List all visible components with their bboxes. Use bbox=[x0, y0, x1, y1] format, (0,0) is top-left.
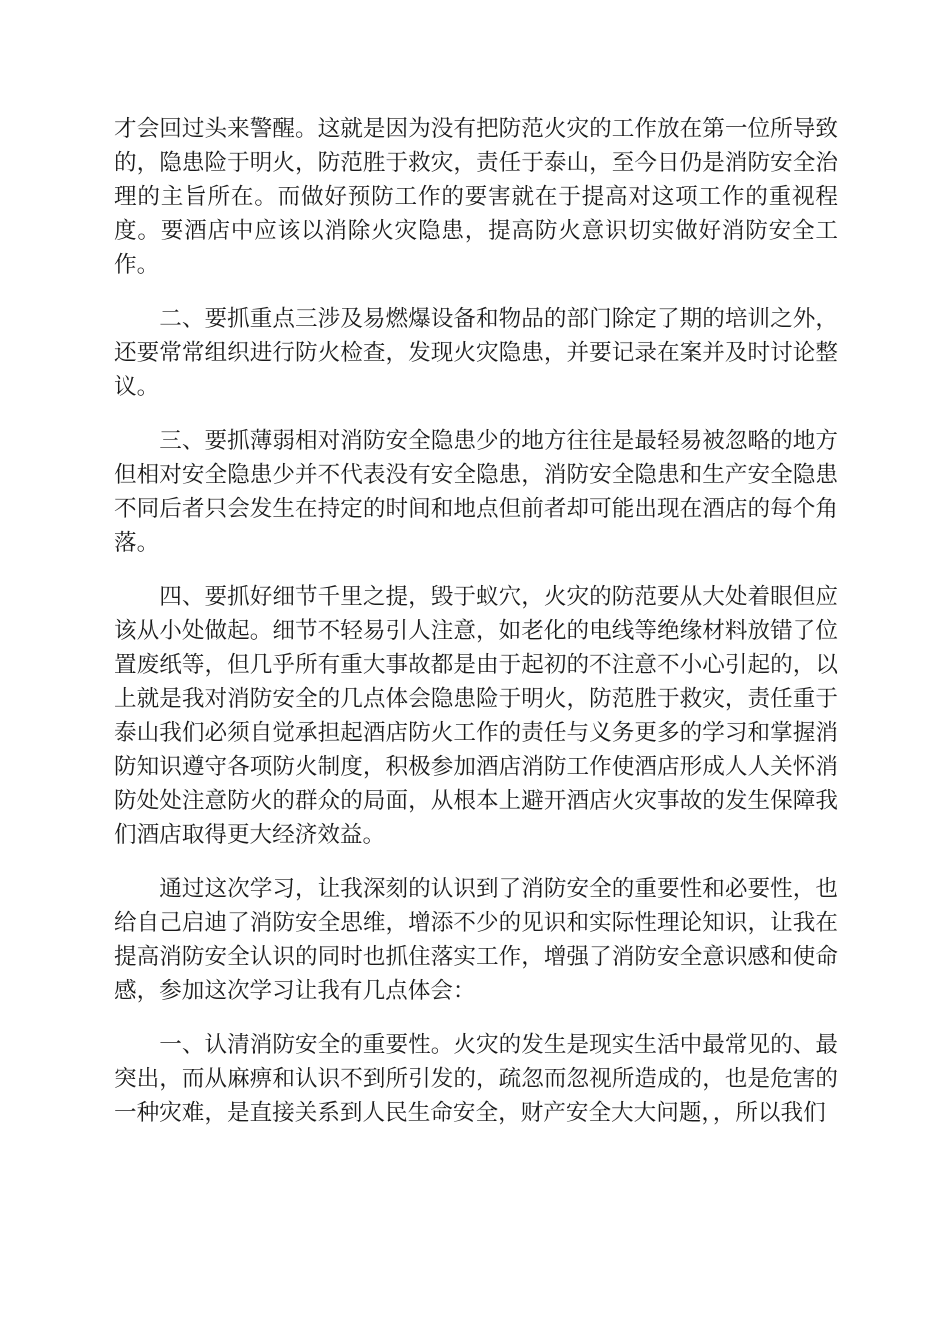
document-body bbox=[114, 112, 838, 1130]
paragraph-point-four: 四、要抓好细节千里之提，毁于蚁穴，火灾的防范要从大处着眼但应该从小处做起。细节不轻易引人注意，如老化的电线等绝缘材料放错了位置废纸等，但几乎所有重大事故都是由于起初的不注意不小心引起的，以上就是我对消防安全的几点体会隐患险于明火，防范胜于救灾，责任重于泰山我们必须自觉承担起酒店防火工作的责任与义务更多的学习和掌握消防知识遵守各项防火制度，积极参加酒店消防工作使酒店形成人人关怀消防处处注意防火的群众的局面，从根本上避开酒店火灾事故的发生保障我们酒店取得更大经济效益。 bbox=[114, 584, 838, 848]
paragraph-point-three: 三、要抓薄弱相对消防安全隐患少的地方往往是最轻易被忽略的地方但相对安全隐患少并不代表没有安全隐患，消防安全隐患和生产安全隐患不同后者只会发生在持定的时间和地点但前者却可能出现在酒店的每个角落。 bbox=[114, 428, 838, 556]
paragraph-point-one: 一、认清消防安全的重要性。火灾的发生是现实生活中最常见的、最突出，而从麻痹和认识不到所引发的，疏忽而忽视所造成的，也是危害的一种灾难，是直接关系到人民生命安全，财产安全大大问题，，所以我们 bbox=[114, 1032, 838, 1126]
paragraph-continuation: 才会回过头来警醒。这就是因为没有把防范火灾的工作放在第一位所导致的，隐患险于明火，防范胜于救灾，责任于泰山，至今日仍是消防安全治理的主旨所在。而做好预防工作的要害就在于提高对这项工作的重视程度。要酒店中应该以消除火灾隐患，提高防火意识切实做好消防安全工作。 bbox=[114, 116, 838, 278]
paragraph-study-reflection: 通过这次学习，让我深刻的认识到了消防安全的重要性和必要性，也给自己启迪了消防安全思维，增添不少的见识和实际性理论知识，让我在提高消防安全认识的同时也抓住落实工作，增强了消防安全意识感和使命感，参加这次学习让我有几点体会： bbox=[114, 876, 838, 1004]
paragraph-point-two: 二、要抓重点三涉及易燃爆设备和物品的部门除定了期的培训之外，还要常常组织进行防火检查，发现火灾隐患，并要记录在案并及时讨论整议。 bbox=[114, 306, 838, 400]
